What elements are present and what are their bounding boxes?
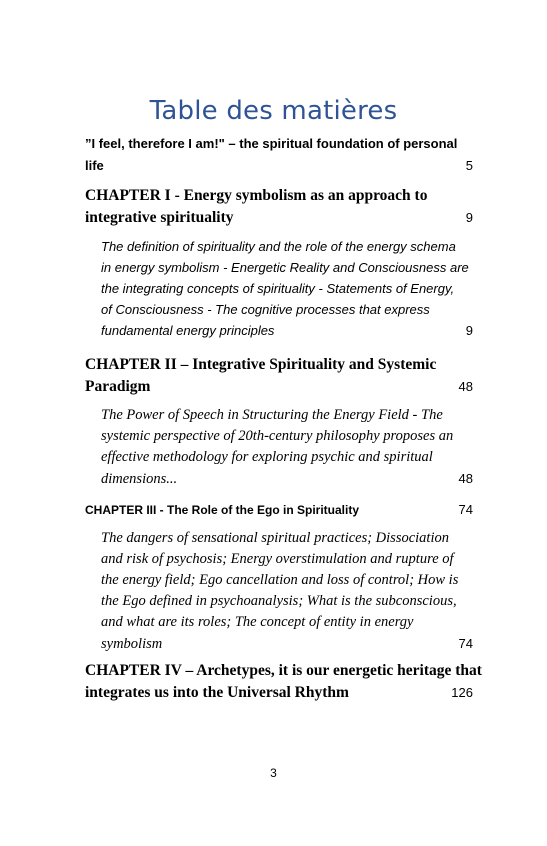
toc-entry-title: integrative spirituality	[85, 209, 234, 226]
toc-entry-line: and what are its roles; The concept of entity in energy	[101, 614, 414, 630]
toc-entry-line: The Power of Speech in Structuring the Energy Field - The	[101, 407, 443, 423]
toc-entry-line: and risk of psychosis; Energy overstimulation and rupture of	[101, 551, 454, 567]
toc-entry-line: in energy symbolism - Energetic Reality and Consciousness are	[101, 260, 469, 275]
toc-entry-line: systemic perspective of 20th-century philosophy proposes an	[101, 428, 454, 444]
toc-title: Table des matières	[149, 96, 398, 126]
toc-entry-chapter-2-summary[interactable]	[101, 405, 473, 490]
toc-entry-chapter-4[interactable]	[85, 660, 482, 704]
toc-entry-title: CHAPTER III - The Role of the Ego in Spirituality	[85, 503, 360, 517]
toc-entry-line: The definition of spirituality and the role of the energy schema	[101, 239, 456, 254]
toc-entry-line: CHAPTER II – Integrative Spirituality and Systemic	[85, 356, 437, 373]
toc-entry-line: effective methodology for exploring psychic and spiritual	[101, 449, 433, 465]
toc-entry-line: CHAPTER IV – Archetypes, it is our energetic heritage that	[85, 662, 482, 679]
toc-entry-line: the energy field; Ego cancellation and loss of control; How is	[101, 572, 459, 588]
toc-page-number: 74	[458, 636, 473, 651]
toc-entry-line: of Consciousness - The cognitive processes that express	[101, 302, 430, 317]
toc-page-number: 9	[465, 210, 473, 225]
toc-page-number: 5	[465, 158, 473, 173]
toc-page-number: 48	[458, 471, 473, 486]
toc-entry-title: Paradigm	[85, 378, 151, 395]
toc-entry-chapter-1[interactable]	[85, 185, 473, 229]
toc-entry-chapter-2[interactable]	[85, 354, 473, 398]
toc-entry-intro[interactable]	[85, 133, 473, 177]
page-number: 3	[270, 766, 277, 780]
toc-entry-line: ”I feel, therefore I am!" – the spiritual foundation of personal	[85, 136, 458, 151]
toc-page-number: 48	[458, 379, 473, 394]
toc-entry-title: integrates us into the Universal Rhythm	[85, 684, 349, 701]
toc-page-number: 74	[458, 502, 473, 517]
toc-entry-line: the integrating concepts of spirituality - Statements of Energy,	[101, 281, 455, 296]
toc-page-number: 126	[451, 685, 473, 700]
toc-entry-title: symbolism	[101, 636, 163, 652]
toc-entry-line: the Ego defined in psychoanalysis; What is the subconscious,	[101, 593, 457, 609]
toc-entry-chapter-3-summary[interactable]	[101, 528, 473, 655]
toc-entry-title: fundamental energy principles	[101, 323, 275, 338]
toc-entry-chapter-3[interactable]	[85, 499, 473, 521]
toc-entry-title: life	[85, 158, 104, 173]
toc-entry-line: The dangers of sensational spiritual practices; Dissociation	[101, 530, 449, 546]
toc-entry-chapter-1-summary[interactable]	[101, 236, 473, 341]
toc-entry-title: dimensions...	[101, 471, 178, 487]
toc-entry-line: CHAPTER I - Energy symbolism as an approach to	[85, 187, 428, 204]
toc-page-number: 9	[465, 323, 473, 338]
